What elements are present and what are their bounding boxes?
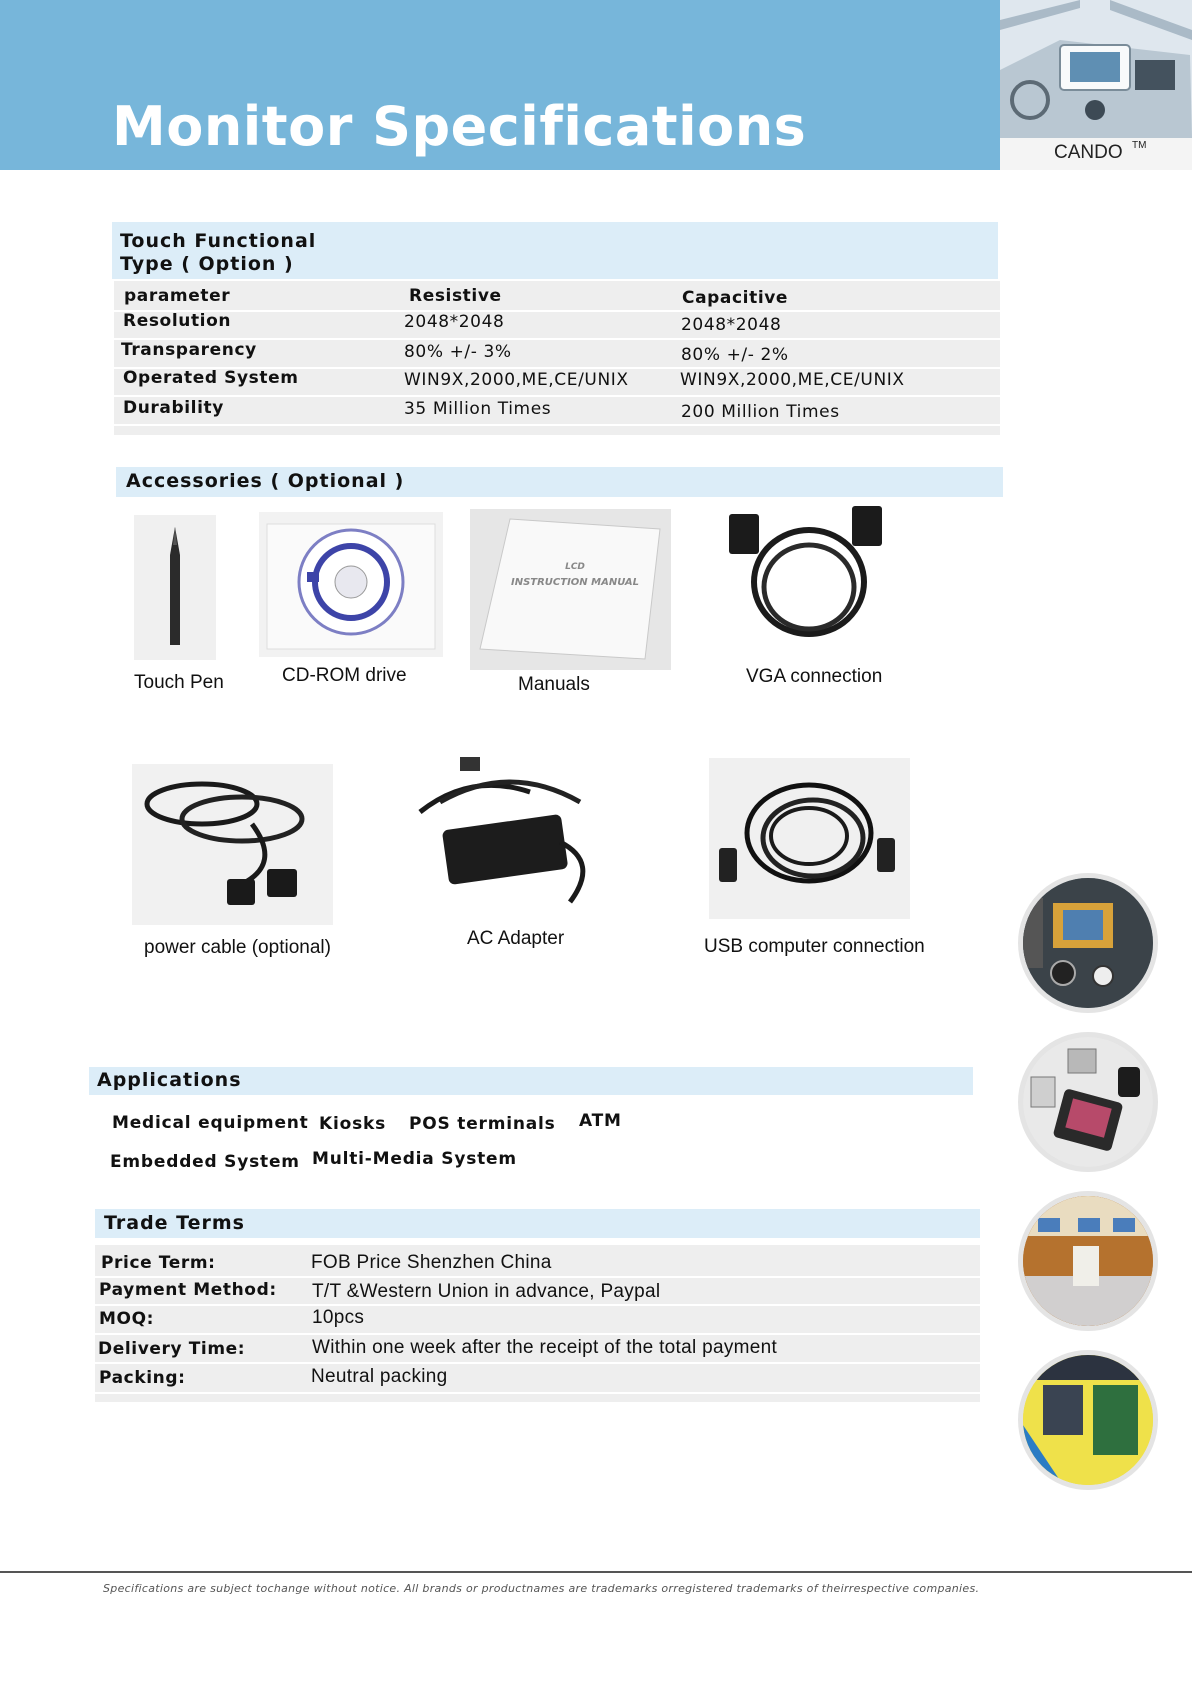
manuals-image	[470, 509, 671, 670]
boat-cockpit-image	[1000, 0, 1192, 138]
application-medical: Medical equipment	[112, 1113, 309, 1133]
ac-adapter-label: AC Adapter	[467, 928, 565, 949]
table-divider	[114, 310, 1000, 312]
brand-name: CANDO	[1054, 142, 1123, 163]
console-photo-circle	[1018, 873, 1158, 1013]
column-header-resistive: Resistive	[409, 286, 502, 306]
trade-terms-section-title: Trade Terms	[104, 1212, 245, 1234]
header-banner	[0, 0, 1000, 170]
touch-pen-image	[134, 515, 216, 660]
row-param-resolution: Resolution	[123, 311, 232, 331]
transparency-resistive: 80% +/- 3%	[404, 342, 512, 362]
packing-value: Neutral packing	[311, 1366, 448, 1387]
payment-method-label: Payment Method:	[99, 1280, 277, 1300]
table-divider	[95, 1392, 980, 1394]
industrial-photo-circle	[1018, 1350, 1158, 1490]
table-divider	[114, 395, 1000, 397]
resolution-resistive: 2048*2048	[404, 312, 505, 332]
resolution-capacitive: 2048*2048	[681, 315, 782, 335]
moq-label: MOQ:	[99, 1309, 155, 1329]
application-atm: ATM	[579, 1111, 622, 1131]
applications-section-header	[89, 1067, 973, 1095]
column-header-parameter: parameter	[124, 286, 231, 306]
os-resistive: WIN9X,2000,ME,CE/UNIX	[404, 370, 629, 390]
row-param-operated-system: Operated System	[123, 368, 299, 388]
trade-terms-section-header	[95, 1209, 980, 1238]
accessories-section-header	[116, 467, 1003, 497]
application-multimedia: Multi-Media System	[312, 1149, 517, 1169]
application-pos: POS terminals	[409, 1114, 556, 1134]
table-divider	[114, 424, 1000, 426]
brand-trademark: TM	[1132, 140, 1147, 151]
page-title: Monitor Specifications	[112, 95, 807, 158]
power-cable-label: power cable (optional)	[144, 937, 331, 958]
touch-pen-label: Touch Pen	[134, 672, 224, 693]
cd-rom-image	[259, 512, 443, 657]
usb-label: USB computer connection	[704, 936, 925, 957]
table-divider	[95, 1333, 980, 1335]
touch-section-title-1: Touch Functional	[120, 230, 317, 252]
durability-resistive: 35 Million Times	[404, 399, 552, 419]
os-capacitive: WIN9X,2000,ME,CE/UNIX	[680, 370, 905, 390]
durability-capacitive: 200 Million Times	[681, 402, 840, 422]
footer-divider	[0, 1571, 1192, 1573]
ac-adapter-image	[410, 752, 607, 912]
applications-section-title: Applications	[97, 1069, 242, 1091]
price-term-value: FOB Price Shenzhen China	[311, 1252, 552, 1273]
power-cable-image	[132, 764, 333, 925]
vga-label: VGA connection	[746, 666, 883, 687]
boat-cockpit-photo	[1000, 0, 1192, 138]
touch-section-title-2: Type ( Option )	[120, 253, 294, 275]
delivery-time-value: Within one week after the receipt of the total payment	[312, 1337, 778, 1358]
row-param-transparency: Transparency	[121, 340, 257, 360]
cd-rom-label: CD-ROM drive	[282, 665, 407, 686]
accessories-section-title: Accessories ( Optional )	[126, 470, 405, 492]
manual-cover-text-1: LCD	[565, 562, 585, 572]
manual-cover-text-2: INSTRUCTION MANUAL	[510, 577, 640, 588]
application-kiosks: Kiosks	[319, 1114, 387, 1134]
packing-label: Packing:	[99, 1368, 186, 1388]
delivery-time-label: Delivery Time:	[98, 1339, 246, 1359]
table-divider	[95, 1362, 980, 1364]
retail-photo-circle	[1018, 1191, 1158, 1331]
table-divider	[95, 1304, 980, 1306]
devices-photo-circle	[1018, 1032, 1158, 1172]
transparency-capacitive: 80% +/- 2%	[681, 345, 789, 365]
column-header-capacitive: Capacitive	[682, 288, 789, 308]
vga-cable-image	[724, 502, 894, 652]
table-divider	[95, 1276, 980, 1278]
footer-disclaimer: Specifications are subject tochange without notice. All brands or productnames are trademarks orregistered trademarks of theirrespective companies.	[103, 1582, 980, 1595]
application-embedded: Embedded System	[110, 1152, 300, 1172]
price-term-label: Price Term:	[101, 1253, 216, 1273]
row-param-durability: Durability	[123, 398, 224, 418]
usb-cable-image	[709, 758, 910, 919]
moq-value: 10pcs	[312, 1307, 365, 1328]
payment-method-value: T/T &Western Union in advance, Paypal	[312, 1281, 661, 1302]
touch-section-header	[112, 222, 998, 279]
manuals-label: Manuals	[518, 674, 590, 695]
